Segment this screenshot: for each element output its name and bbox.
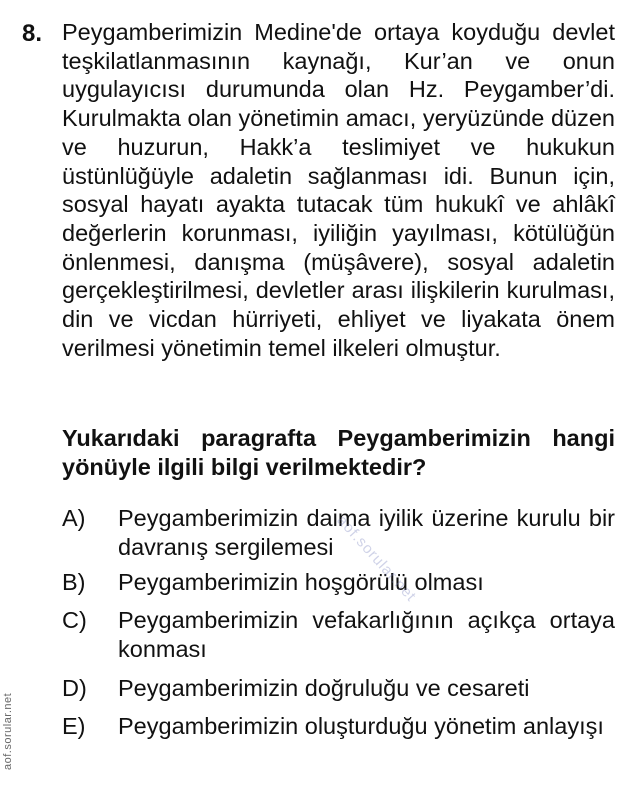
option-letter: E) [62, 713, 86, 740]
option-text: Peygamberimizin vefakarlığının açıkça ortaya konması [118, 607, 615, 662]
option-text: Peygamberimizin hoşgörülü olması [118, 569, 484, 596]
option-d[interactable] [62, 674, 615, 703]
diagonal-watermark: aof.sorular.net [333, 512, 420, 606]
option-letter: D) [62, 674, 87, 701]
question-stem: Yukarıdaki paragrafta Peygamberimizin hangi yönüyle ilgili bilgi verilmektedir? [62, 425, 615, 480]
option-letter: B) [62, 569, 86, 596]
option-b[interactable] [62, 568, 615, 597]
option-text: Peygamberimizin daima iyilik üzerine kurulu bir davranış sergilemesi [118, 505, 615, 560]
option-text: Peygamberimizin doğruluğu ve cesareti [118, 674, 530, 701]
option-letter: A) [62, 505, 86, 531]
option-text: Peygamberimizin oluşturduğu yönetim anlayışı [118, 713, 604, 740]
side-watermark: aof.sorular.net [2, 692, 14, 770]
option-a[interactable] [62, 504, 615, 561]
question-number: 8. [22, 20, 43, 47]
option-c[interactable] [62, 606, 615, 663]
option-letter: C) [62, 607, 87, 634]
question-passage: Peygamberimizin Medine'de ortaya koyduğu devlet teşkilatlanmasının kaynağı, Kur’an ve onun uygulayıcısı durumunda olan Hz. Peygamber’di. Kurulmakta olan yönetimin amacı, yeryüzünde düzen ve huzurun, Hakk’a teslimiyet ve hukukun üstünlüğüyle adaletin sağlanması idi. Bunun için, sosyal hayatı ayakta tutacak tüm hukukî ve ahlâkî değerlerin korunması, iyiliğin yayılması, kötülüğün önlenmesi, danışma (müşâvere), sosyal adaletin gerçekleştirilmesi, devletler arası ilişkilerin kurulması, din ve vicdan hürriyeti, ehliyet ve liyakata önem verilmesi yönetimin temel ilkeleri olmuştur. [62, 19, 615, 361]
answer-options [62, 504, 615, 741]
option-e[interactable] [62, 712, 615, 741]
